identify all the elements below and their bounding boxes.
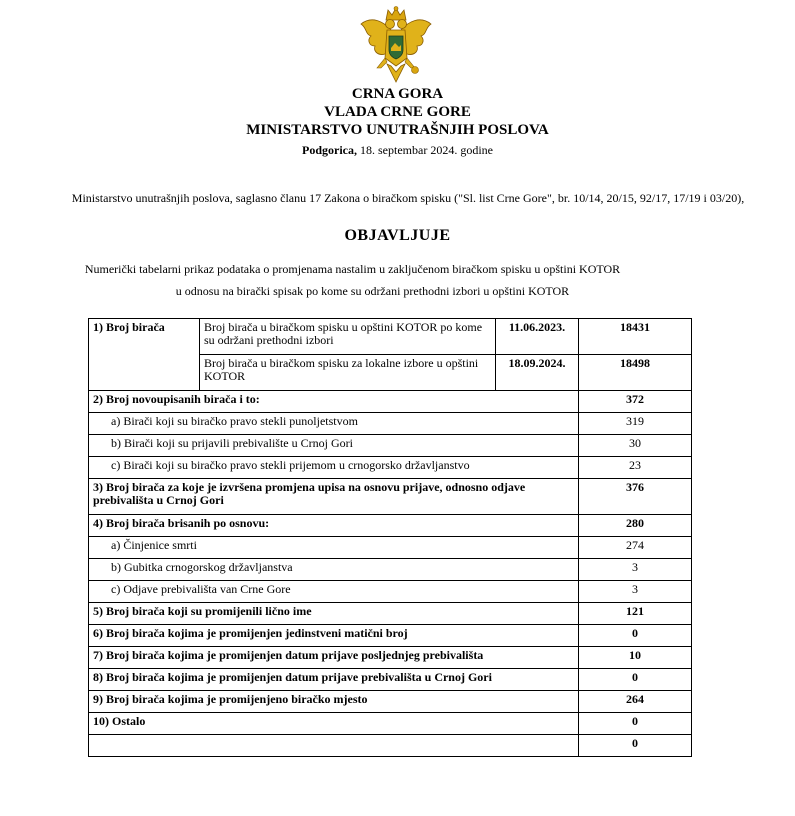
row-label: a) Činjenice smrti [89, 537, 579, 559]
table-row [89, 647, 692, 669]
table-row [89, 413, 692, 435]
row-value: 18498 [579, 355, 692, 391]
row-value: 10 [579, 647, 692, 669]
table-row [89, 735, 692, 757]
row-value: 23 [579, 457, 692, 479]
description-line-2: u odnosu na birački spisak po kome su održani prethodni izbori u opštini KOTOR [175, 284, 570, 298]
government-title: VLADA CRNE GORE [324, 104, 471, 120]
row-value: 3 [579, 581, 692, 603]
row-value: 0 [579, 669, 692, 691]
table-row [89, 479, 692, 515]
announcement-heading: OBJAVLJUJE [344, 227, 451, 244]
row-label: a) Birači koji su biračko pravo stekli punoljetstvom [89, 413, 579, 435]
date: 18. septembar 2024. godine [357, 143, 493, 157]
row-label: 5) Broj birača koji su promijenili lično ime [89, 603, 579, 625]
row-value: 0 [579, 713, 692, 735]
table-row [89, 319, 692, 355]
row-label: 10) Ostalo [89, 713, 579, 735]
row-value: 280 [579, 515, 692, 537]
table-row [89, 435, 692, 457]
row-label: 2) Broj novoupisanih birača i to: [89, 391, 579, 413]
row-value: 376 [579, 479, 692, 515]
table-row [89, 391, 692, 413]
row-label: b) Birači koji su prijavili prebivalište u Crnoj Gori [89, 435, 579, 457]
row-value: 274 [579, 537, 692, 559]
row-value: 319 [579, 413, 692, 435]
table-row [89, 537, 692, 559]
table-row [89, 603, 692, 625]
description-line-1: Numerički tabelarni prikaz podataka o promjenama nastalim u zaključenom biračkom spisku u opštini KOTOR [84, 262, 621, 276]
table-row [89, 581, 692, 603]
table-row [89, 559, 692, 581]
country-title: CRNA GORA [351, 86, 444, 102]
table-row [89, 625, 692, 647]
row-label: c) Odjave prebivališta van Crne Gore [89, 581, 579, 603]
row-label: 8) Broj birača kojima je promijenjen datum prijave prebivališta u Crnoj Gori [89, 669, 579, 691]
row-label: c) Birači koji su biračko pravo stekli prijemom u crnogorsko državljanstvo [89, 457, 579, 479]
place: Podgorica, [302, 143, 357, 157]
row-label: 4) Broj birača brisanih po osnovu: [89, 515, 579, 537]
row-value: 3 [579, 559, 692, 581]
row-date: 11.06.2023. [496, 319, 579, 355]
row-value: 264 [579, 691, 692, 713]
coat-of-arms-emblem [357, 6, 435, 86]
row-value: 372 [579, 391, 692, 413]
voter-changes-table [88, 318, 692, 757]
table-row [89, 457, 692, 479]
table-row [89, 713, 692, 735]
table-row [89, 515, 692, 537]
intro-paragraph: Ministarstvo unutrašnjih poslova, saglasno članu 17 Zakona o biračkom spisku ("Sl. list Crne Gore", br. 10/14, 20/15, 92/17, 17/19 i 03/20), [71, 191, 745, 205]
row-label: 7) Broj birača kojima je promijenjen datum prijave posljednjeg prebivališta [89, 647, 579, 669]
table-row [89, 669, 692, 691]
row-value: 0 [579, 735, 692, 757]
row-label: 9) Broj birača kojima je promijenjeno biračko mjesto [89, 691, 579, 713]
table-row [89, 691, 692, 713]
row-date: 18.09.2024. [496, 355, 579, 391]
row-label [89, 735, 579, 757]
row-value: 121 [579, 603, 692, 625]
row-label: 3) Broj birača za koje je izvršena promjena upisa na osnovu prijave, odnosno odjave prebivališta u Crnoj Gori [89, 479, 579, 515]
ministry-title: MINISTARSTVO UNUTRAŠNJIH POSLOVA [246, 122, 549, 138]
row-desc: Broj birača u biračkom spisku u opštini KOTOR po kome su održani prethodni izbori [200, 319, 496, 355]
row-label: b) Gubitka crnogorskog državljanstva [89, 559, 579, 581]
row-label: 1) Broj birača [89, 319, 200, 391]
row-label: 6) Broj birača kojima je promijenjen jedinstveni matični broj [89, 625, 579, 647]
place-date [0, 143, 795, 158]
row-value: 0 [579, 625, 692, 647]
row-desc: Broj birača u biračkom spisku za lokalne izbore u opštini KOTOR [200, 355, 496, 391]
row-value: 30 [579, 435, 692, 457]
row-value: 18431 [579, 319, 692, 355]
